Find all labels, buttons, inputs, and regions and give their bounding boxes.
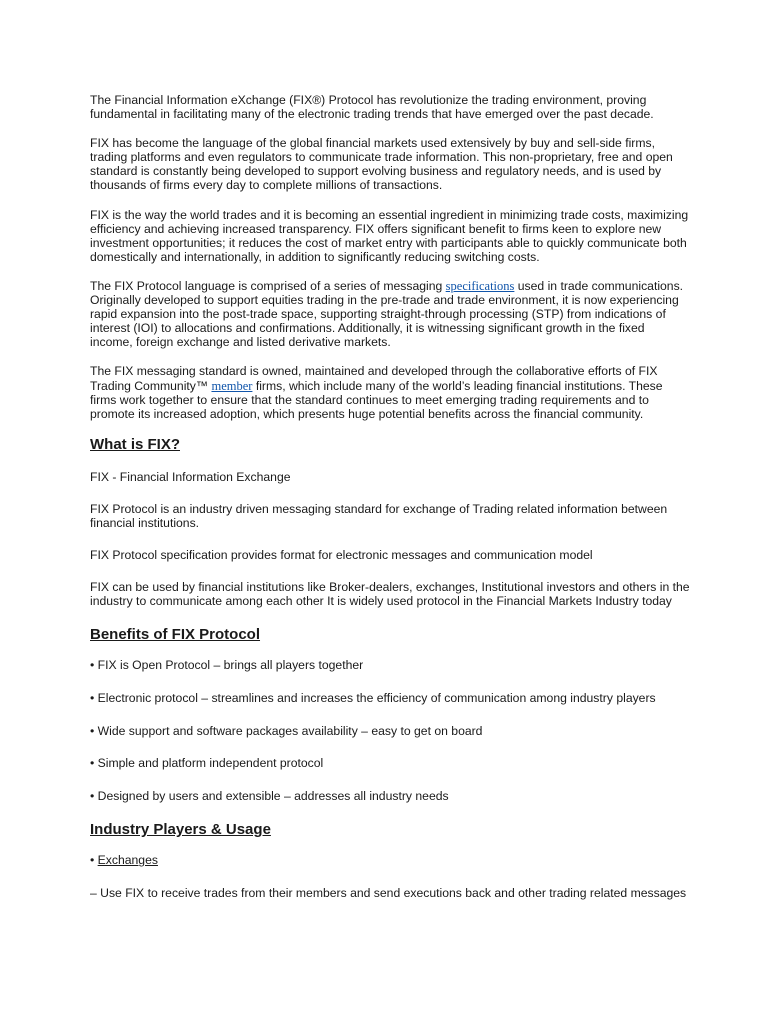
intro-paragraph-5 <box>90 364 690 420</box>
benefits-heading: Benefits of FIX Protocol <box>90 626 261 644</box>
intro-section <box>90 93 690 421</box>
member-link[interactable]: member <box>211 378 253 393</box>
what-is-fix-section <box>90 436 690 609</box>
what-is-fix-paragraph: FIX Protocol is an industry driven messaging standard for exchange of Trading related information between financial institutions. <box>90 501 668 530</box>
intro-paragraph-5-end: firms, which include many of the world’s leading financial institutions. These firms work together to ensure that the standard continues to meet emerging trading requirements and to promote its increased adoption, which presents huge potential benefits across the financial community. <box>90 378 663 421</box>
bullet-mark: • <box>90 853 98 868</box>
intro-paragraph-5-start: The FIX messaging standard is owned, maintained and developed through the collaborative efforts of FIX Trading Community™ <box>90 364 658 393</box>
intro-paragraph-4-start: The FIX Protocol language is comprised of a series of messaging <box>90 278 446 293</box>
what-is-fix-paragraph: FIX can be used by financial institutions like Broker-dealers, exchanges, Institutional investors and others in the industry to communicate among each other It is widely used protocol in the Financial Markets Industry today <box>90 580 690 609</box>
intro-paragraph-3: FIX is the way the world trades and it is becoming an essential ingredient in minimizing trade costs, maximizing efficiency and achieving increased transparency. FIX offers significant benefit to firms keen to explore new investment opportunities; it reduces the cost of market entry with participants able to quickly communicate both domestically and internationally, in addition to significantly reducing switching costs. <box>90 207 689 264</box>
benefit-item: • FIX is Open Protocol – brings all players together <box>90 658 364 673</box>
intro-paragraph-2: FIX has become the language of the global financial markets used extensively by buy and sell-side firms, trading platforms and even regulators to communicate trade information. This non-proprietary, free and open standard is constantly being developed to support evolving business and regulatory needs, and is used by thousands of firms every day to complete millions of transactions. <box>90 136 673 193</box>
industry-heading: Industry Players & Usage <box>90 821 271 839</box>
benefit-item: • Wide support and software packages availability – easy to get on board <box>90 723 483 738</box>
benefit-item: • Simple and platform independent protocol <box>90 756 324 771</box>
benefit-item: • Electronic protocol – streamlines and increases the efficiency of communication among industry players <box>90 690 656 705</box>
benefits-section <box>90 626 690 802</box>
document-body <box>90 93 690 919</box>
intro-paragraph-4-end: used in trade communications. Originally developed to support equities trading in the pre-trade and trade environment, it is now experiencing rapid expansion into the post-trade space, supporting straight-through processing (STP) from indications of interest (IOI) to allocations and confirmations. Additionally, it is witnessing significant growth in the fixed income, foreign exchange and listed derivative markets. <box>90 278 684 350</box>
intro-paragraph-1: The Financial Information eXchange (FIX®) Protocol has revolutionize the trading environment, proving fundamental in facilitating many of the electronic trading trends that have emerged over the past decade. <box>90 93 654 122</box>
what-is-fix-heading: What is FIX? <box>90 435 180 453</box>
intro-paragraph-4 <box>90 279 690 349</box>
benefit-item: • Designed by users and extensible – addresses all industry needs <box>90 788 449 803</box>
what-is-fix-paragraph: FIX Protocol specification provides format for electronic messages and communication model <box>90 548 593 563</box>
what-is-fix-paragraph: FIX - Financial Information Exchange <box>90 469 291 484</box>
exchanges-label: Exchanges <box>97 853 158 868</box>
exchanges-item <box>90 853 690 867</box>
specifications-link[interactable]: specifications <box>445 278 515 293</box>
industry-section <box>90 821 690 900</box>
exchanges-description: – Use FIX to receive trades from their members and send executions back and other trading related messages <box>90 885 687 900</box>
